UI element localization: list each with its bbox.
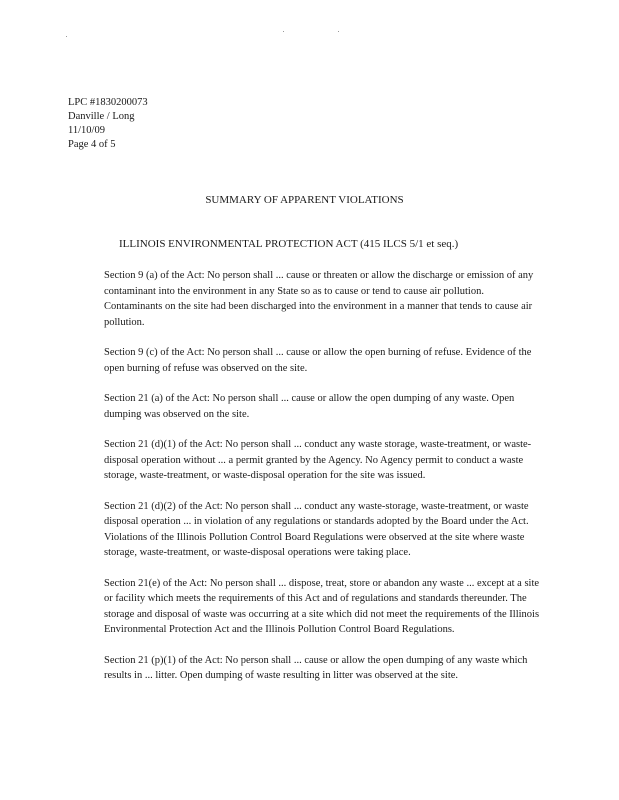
page-title: SUMMARY OF APPARENT VIOLATIONS xyxy=(205,194,404,206)
header-line-lpc: LPC #1830200073 xyxy=(68,97,148,108)
section-9a: Section 9 (a) of the Act: No person shall ... cause or threaten or allow the discharge or emission of any contaminant into the environment in any State so as to cause or tend to cause air pollution. Contaminants on the site had been discharged into the environment in a manner that tends to cause air pollution. xyxy=(104,270,534,328)
section-21a: Section 21 (a) of the Act: No person shall ... cause or allow the open dumping of any waste. Open dumping was observed on the site. xyxy=(104,393,515,420)
act-heading: ILLINOIS ENVIRONMENTAL PROTECTION ACT (415 ILCS 5/1 et seq.) xyxy=(119,238,459,250)
scan-speck xyxy=(338,31,339,32)
scan-speck xyxy=(283,31,284,32)
page-title-wrapper xyxy=(0,194,619,206)
header-line-date: 11/10/09 xyxy=(68,125,105,136)
section-21e: Section 21(e) of the Act: No person shall ... dispose, treat, store or abandon any waste ... except at a site or facility which meets the requirements of this Act and of regulations and standards thereunder. The storage and disposal of waste was occurring at a site which did not meet the requirements of the Illinois Environmental Protection Act and the Illinois Pollution Control Board Regulations. xyxy=(104,577,540,635)
section-21d1: Section 21 (d)(1) of the Act: No person shall ... conduct any waste storage, waste-treatment, or waste-disposal operation without ... a permit granted by the Agency. No Agency permit to conduct a waste storage, waste-treatment, or waste-disposal operation for the site was issued. xyxy=(104,439,532,481)
section-21d2: Section 21 (d)(2) of the Act: No person shall ... conduct any waste-storage, waste-treatment, or waste disposal operation ... in violation of any regulations or standards adopted by the Board under the Act. Violations of the Illinois Pollution Control Board Regulations were observed at the site where waste storage, waste-treatment, or waste-disposal operations were taking place. xyxy=(104,500,529,558)
document-header xyxy=(68,96,148,152)
scan-speck xyxy=(66,36,67,37)
section-21p1: Section 21 (p)(1) of the Act: No person shall ... cause or allow the open dumping of any waste which results in ... litter. Open dumping of waste resulting in litter was observed at the site. xyxy=(104,654,528,681)
section-9c: Section 9 (c) of the Act: No person shall ... cause or allow the open burning of refuse. Evidence of the open burning of refuse was observed on the site. xyxy=(104,347,532,374)
header-line-location: Danville / Long xyxy=(68,111,135,122)
header-line-page: Page 4 of 5 xyxy=(68,139,116,150)
violations-list xyxy=(104,268,544,699)
